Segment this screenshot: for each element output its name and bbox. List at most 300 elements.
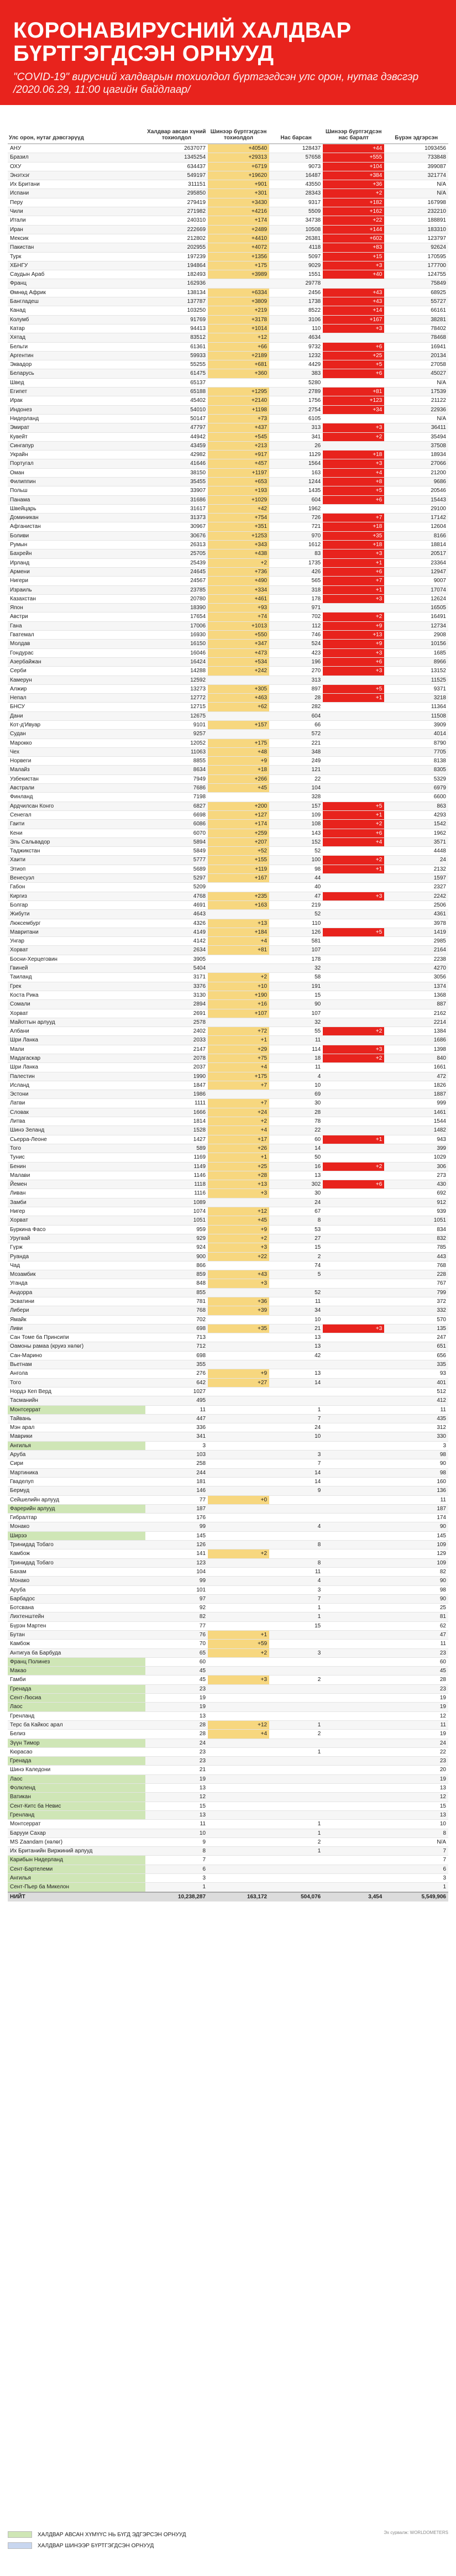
total-cell: 162936 (145, 279, 208, 288)
recovered-cell: 9371 (384, 684, 448, 693)
total-cell: 924 (145, 1243, 208, 1252)
total-cell: 8634 (145, 766, 208, 774)
total-cell: 18390 (145, 604, 208, 612)
deaths-cell: 4 (269, 1577, 323, 1585)
recovered-cell: 35494 (384, 432, 448, 441)
legend-label-new: ХАЛДВАР ШИНЭЭР БҮРТГЭГДСЭН ОРНУУД (38, 2542, 154, 2549)
country-cell: Аруба (8, 1585, 145, 1594)
new-deaths-cell: +6 (323, 342, 384, 351)
recovered-cell: 124755 (384, 270, 448, 279)
new-cases-cell: +19620 (208, 171, 269, 180)
deaths-cell: 34 (269, 1306, 323, 1315)
country-cell: Бермуд (8, 1486, 145, 1495)
total-cell: 145 (145, 1531, 208, 1540)
deaths-cell: 26381 (269, 234, 323, 243)
deaths-cell: 426 (269, 567, 323, 576)
recovered-cell: 8166 (384, 531, 448, 540)
country-cell: Литва (8, 1117, 145, 1126)
country-cell: Лихтенштейн (8, 1612, 145, 1621)
recovered-cell: 12 (384, 1711, 448, 1720)
deaths-cell: 22 (269, 774, 323, 783)
new-cases-cell: +22 (208, 1252, 269, 1261)
table-row (8, 1630, 448, 1639)
new-deaths-cell (323, 1378, 384, 1387)
table-row (8, 1081, 448, 1090)
deaths-cell: 11 (269, 1297, 323, 1306)
new-deaths-cell (323, 1585, 384, 1594)
deaths-cell: 66 (269, 721, 323, 730)
total-cell: 23 (145, 1684, 208, 1693)
recovered-cell: 23 (384, 1684, 448, 1693)
new-cases-cell: +2489 (208, 225, 269, 234)
new-deaths-cell (323, 1612, 384, 1621)
total-cell: 1027 (145, 1387, 208, 1396)
country-cell: Норвеги (8, 757, 145, 766)
new-deaths-cell: +1 (323, 865, 384, 873)
total-cell: 16930 (145, 631, 208, 640)
new-deaths-cell (323, 1847, 384, 1856)
new-deaths-cell (323, 1216, 384, 1225)
new-cases-cell (208, 1883, 269, 1892)
recovered-cell: 18814 (384, 541, 448, 549)
country-cell: Монако (8, 1522, 145, 1531)
total-new-cases-cell: 163,172 (208, 1892, 269, 1902)
new-deaths-cell: +182 (323, 198, 384, 207)
table-row (8, 1333, 448, 1342)
table-row (8, 585, 448, 594)
table-row (8, 504, 448, 513)
table-row (8, 1486, 448, 1495)
country-cell: Армени (8, 567, 145, 576)
new-cases-cell: +175 (208, 261, 269, 270)
new-deaths-cell (323, 1514, 384, 1522)
deaths-cell: 1 (269, 1747, 323, 1756)
table-row (8, 1369, 448, 1378)
table-row (8, 225, 448, 234)
country-cell: Лаос (8, 1774, 145, 1783)
country-cell: Шри Ланка (8, 1036, 145, 1045)
total-cell: 13 (145, 1784, 208, 1793)
total-cell: 355 (145, 1360, 208, 1369)
deaths-cell: 15 (269, 1621, 323, 1630)
total-cell: 24 (145, 1739, 208, 1747)
country-cell: Хорват (8, 1216, 145, 1225)
new-deaths-cell (323, 1810, 384, 1819)
total-cell: 8 (145, 1847, 208, 1856)
country-cell: Мозамбик (8, 1270, 145, 1279)
total-cell: 197239 (145, 252, 208, 261)
new-cases-cell (208, 1757, 269, 1766)
country-cell: Нордэ Кеп Верд (8, 1387, 145, 1396)
table-row (8, 1351, 448, 1360)
new-cases-cell (208, 1703, 269, 1711)
new-deaths-cell (323, 1279, 384, 1288)
new-deaths-cell: +6 (323, 369, 384, 378)
table-row (8, 1640, 448, 1648)
country-cell: Гватемал (8, 631, 145, 640)
table-row (8, 1477, 448, 1486)
total-cell: 3905 (145, 955, 208, 964)
new-deaths-cell (323, 1621, 384, 1630)
country-cell: Оамоны рамаа (круиз хөлөг) (8, 1342, 145, 1351)
country-cell: Андорра (8, 1288, 145, 1297)
page-header (0, 7, 456, 105)
new-cases-cell (208, 1261, 269, 1270)
deaths-cell: 52 (269, 847, 323, 856)
table-row (8, 1594, 448, 1603)
total-cell: 19 (145, 1774, 208, 1783)
table-row (8, 1135, 448, 1144)
new-deaths-cell (323, 1477, 384, 1486)
table-row (8, 1604, 448, 1612)
new-cases-cell: +242 (208, 667, 269, 676)
new-cases-cell: +438 (208, 549, 269, 558)
table-row (8, 405, 448, 414)
total-cell: 38150 (145, 468, 208, 477)
new-cases-cell: +3 (208, 1243, 269, 1252)
new-deaths-cell: +43 (323, 297, 384, 306)
table-row (8, 1414, 448, 1423)
new-deaths-cell (323, 1657, 384, 1666)
country-cell: Босни-Херцеговин (8, 955, 145, 964)
total-cell: 1814 (145, 1117, 208, 1126)
table-row (8, 495, 448, 504)
deaths-cell: 9732 (269, 342, 323, 351)
deaths-cell (269, 1684, 323, 1693)
country-cell: Словак (8, 1108, 145, 1117)
country-cell: Гана (8, 621, 145, 630)
new-cases-cell: +174 (208, 820, 269, 829)
new-deaths-cell (323, 1486, 384, 1495)
new-deaths-cell (323, 1684, 384, 1693)
recovered-cell: 22936 (384, 405, 448, 414)
new-deaths-cell: +43 (323, 288, 384, 297)
recovered-cell: 21200 (384, 468, 448, 477)
recovered-cell: 20517 (384, 549, 448, 558)
new-deaths-cell: +167 (323, 315, 384, 324)
table-row (8, 1703, 448, 1711)
new-deaths-cell (323, 1594, 384, 1603)
new-deaths-cell (323, 1369, 384, 1378)
recovered-cell: 90 (384, 1594, 448, 1603)
deaths-cell: 10 (269, 1432, 323, 1441)
recovered-cell: 145 (384, 1531, 448, 1540)
deaths-cell: 572 (269, 730, 323, 739)
total-cell: 712 (145, 1342, 208, 1351)
total-cell: 4691 (145, 900, 208, 909)
table-row (8, 234, 448, 243)
country-cell: Палестин (8, 1072, 145, 1081)
new-cases-cell: +157 (208, 721, 269, 730)
total-cell: 44942 (145, 432, 208, 441)
deaths-cell: 21 (269, 1324, 323, 1333)
recovered-cell: 187 (384, 1504, 448, 1513)
total-cell: 240310 (145, 216, 208, 225)
total-cell: 182493 (145, 270, 208, 279)
new-cases-cell: +39 (208, 1306, 269, 1315)
country-cell: Польш (8, 486, 145, 495)
new-deaths-cell (323, 730, 384, 739)
new-cases-cell: +1014 (208, 324, 269, 333)
country-cell: Люксембург (8, 919, 145, 928)
deaths-cell (269, 1640, 323, 1648)
recovered-cell: 3978 (384, 919, 448, 928)
country-cell: Хорват (8, 946, 145, 955)
recovered-cell: 11525 (384, 676, 448, 684)
deaths-cell: 128437 (269, 144, 323, 153)
new-cases-cell: +1197 (208, 468, 269, 477)
new-deaths-cell: +1 (323, 585, 384, 594)
country-cell: Шри Ланка (8, 1063, 145, 1072)
total-cell: 12052 (145, 739, 208, 747)
recovered-cell: 12 (384, 1793, 448, 1802)
total-cell: 141 (145, 1549, 208, 1558)
recovered-cell: 651 (384, 1342, 448, 1351)
deaths-cell: 67 (269, 1207, 323, 1216)
deaths-cell: 32 (269, 1018, 323, 1027)
total-cell: 24645 (145, 567, 208, 576)
deaths-cell: 1435 (269, 486, 323, 495)
deaths-cell: 44 (269, 874, 323, 883)
total-cell: 25705 (145, 549, 208, 558)
new-cases-cell (208, 1396, 269, 1405)
table-row (8, 360, 448, 369)
new-cases-cell: +360 (208, 369, 269, 378)
new-cases-cell: +901 (208, 180, 269, 189)
new-deaths-cell: +1 (323, 694, 384, 703)
deaths-cell: 313 (269, 423, 323, 432)
country-cell: Панама (8, 495, 145, 504)
total-cell: 9257 (145, 730, 208, 739)
table-row (8, 829, 448, 837)
new-cases-cell (208, 1468, 269, 1477)
total-cell: 17006 (145, 621, 208, 630)
table-row (8, 1243, 448, 1252)
deaths-cell: 10508 (269, 225, 323, 234)
recovered-cell: 28 (384, 1676, 448, 1684)
total-cell: 5297 (145, 874, 208, 883)
new-deaths-cell: +4 (323, 468, 384, 477)
new-deaths-cell (323, 1541, 384, 1549)
deaths-cell: 221 (269, 739, 323, 747)
country-cell: Беларусь (8, 369, 145, 378)
table-row (8, 1468, 448, 1477)
deaths-cell (269, 1694, 323, 1703)
deaths-cell: 746 (269, 631, 323, 640)
total-cell: 279419 (145, 198, 208, 207)
recovered-cell: 8790 (384, 739, 448, 747)
total-cell: 1169 (145, 1153, 208, 1162)
recovered-cell: 399 (384, 1144, 448, 1153)
new-cases-cell: +24 (208, 1108, 269, 1117)
new-deaths-cell (323, 774, 384, 783)
country-cell: Их Британи (8, 180, 145, 189)
new-deaths-cell (323, 919, 384, 928)
total-total-cell: 10,238,287 (145, 1892, 208, 1902)
total-cell: 41646 (145, 459, 208, 468)
table-row (8, 810, 448, 819)
total-cell: 99 (145, 1522, 208, 1531)
total-cell: 65 (145, 1648, 208, 1657)
table-row (8, 955, 448, 964)
recovered-cell: 24 (384, 856, 448, 865)
table-row (8, 1396, 448, 1405)
recovered-cell: N/A (384, 1837, 448, 1846)
recovered-cell: 62 (384, 1621, 448, 1630)
recovered-cell: 6 (384, 1865, 448, 1873)
new-deaths-cell: +162 (323, 207, 384, 216)
recovered-cell: 512 (384, 1387, 448, 1396)
new-cases-cell: +2 (208, 973, 269, 982)
country-cell: Оман (8, 468, 145, 477)
country-cell: Хятад (8, 333, 145, 342)
table-row (8, 297, 448, 306)
new-cases-cell: +1 (208, 1153, 269, 1162)
recovered-cell: 82 (384, 1567, 448, 1576)
new-cases-cell (208, 910, 269, 919)
country-cell: Сент-Пьер ба Микелон (8, 1883, 145, 1892)
recovered-cell: 135 (384, 1324, 448, 1333)
deaths-cell: 15 (269, 1243, 323, 1252)
country-cell: Латви (8, 1099, 145, 1108)
table-row (8, 1090, 448, 1099)
table-row (8, 315, 448, 324)
total-cell: 271982 (145, 207, 208, 216)
legend-item-new (8, 2540, 448, 2551)
country-cell: Того (8, 1144, 145, 1153)
table-row (8, 1162, 448, 1171)
recovered-cell: 18934 (384, 451, 448, 459)
new-cases-cell: +48 (208, 747, 269, 756)
new-cases-cell (208, 1820, 269, 1829)
deaths-cell: 8 (269, 1541, 323, 1549)
recovered-cell: 12624 (384, 594, 448, 603)
legend (8, 2529, 448, 2551)
table-row (8, 1711, 448, 1720)
new-cases-cell (208, 1604, 269, 1612)
country-cell: Тринидад Тобаго (8, 1541, 145, 1549)
total-cell: 1 (145, 1883, 208, 1892)
country-cell: Болгар (8, 900, 145, 909)
covid-cases-table (8, 108, 448, 1902)
country-cell: Монтсеррат (8, 1820, 145, 1829)
deaths-cell: 14 (269, 1144, 323, 1153)
deaths-cell: 5 (269, 1270, 323, 1279)
new-deaths-cell (323, 1387, 384, 1396)
deaths-cell: 4429 (269, 360, 323, 369)
deaths-cell (269, 1774, 323, 1783)
table-row (8, 514, 448, 522)
deaths-cell: 58 (269, 973, 323, 982)
total-cell: 7949 (145, 774, 208, 783)
table-row (8, 721, 448, 730)
total-cell: 138134 (145, 288, 208, 297)
total-cell: 276 (145, 1369, 208, 1378)
new-cases-cell: +213 (208, 441, 269, 450)
new-cases-cell (208, 1577, 269, 1585)
new-cases-cell (208, 1360, 269, 1369)
new-cases-cell: +93 (208, 604, 269, 612)
total-cell: 92 (145, 1604, 208, 1612)
country-cell: Сенегал (8, 810, 145, 819)
country-cell: Австрали (8, 784, 145, 793)
table-row (8, 928, 448, 936)
new-deaths-cell (323, 1063, 384, 1072)
new-deaths-cell (323, 1441, 384, 1450)
deaths-cell: 28 (269, 1108, 323, 1117)
table-row (8, 324, 448, 333)
new-deaths-cell: +5 (323, 802, 384, 810)
country-cell: Монако (8, 1577, 145, 1585)
deaths-cell: 4634 (269, 333, 323, 342)
recovered-cell: 45 (384, 1667, 448, 1676)
new-cases-cell: +73 (208, 414, 269, 423)
new-deaths-cell: +15 (323, 252, 384, 261)
new-cases-cell: +175 (208, 1072, 269, 1081)
new-deaths-cell (323, 973, 384, 982)
table-row (8, 216, 448, 225)
new-deaths-cell: +7 (323, 577, 384, 585)
deaths-cell: 27 (269, 1234, 323, 1243)
new-deaths-cell (323, 1558, 384, 1567)
total-cell: 2147 (145, 1045, 208, 1054)
new-cases-cell: +29 (208, 1045, 269, 1054)
header-recovered: Бүрэн эдгэрсэн (384, 108, 448, 144)
deaths-cell: 52 (269, 1288, 323, 1297)
country-cell: Сент-Бартелеми (8, 1865, 145, 1873)
new-cases-cell: +1253 (208, 531, 269, 540)
recovered-cell: 81 (384, 1612, 448, 1621)
new-deaths-cell (323, 1288, 384, 1297)
recovered-cell: 834 (384, 1225, 448, 1234)
table-row (8, 1820, 448, 1829)
country-cell: Уругвай (8, 1234, 145, 1243)
recovered-cell: 78402 (384, 324, 448, 333)
new-cases-cell: +461 (208, 594, 269, 603)
new-deaths-cell: +9 (323, 621, 384, 630)
new-cases-cell (208, 1766, 269, 1774)
new-deaths-cell (323, 1117, 384, 1126)
recovered-cell: 2132 (384, 865, 448, 873)
table-row (8, 1234, 448, 1243)
country-cell: Малайз (8, 766, 145, 774)
new-cases-cell (208, 1847, 269, 1856)
new-deaths-cell (323, 1009, 384, 1018)
recovered-cell: 11508 (384, 711, 448, 720)
country-cell: Зүүн Тимор (8, 1739, 145, 1747)
new-cases-cell: +3178 (208, 315, 269, 324)
new-cases-cell: +3809 (208, 297, 269, 306)
recovered-cell: 7 (384, 1856, 448, 1865)
total-cell: 1986 (145, 1090, 208, 1099)
total-cell: 634437 (145, 162, 208, 171)
total-recovered-cell: 5,549,906 (384, 1892, 448, 1902)
new-deaths-cell (323, 1351, 384, 1360)
country-cell: Гүрж (8, 1243, 145, 1252)
recovered-cell: 136 (384, 1486, 448, 1495)
table-row (8, 1621, 448, 1630)
deaths-cell: 10 (269, 1315, 323, 1324)
country-cell: Япон (8, 604, 145, 612)
total-cell: 12772 (145, 694, 208, 703)
table-row (8, 423, 448, 432)
country-cell: Тасманийн (8, 1396, 145, 1405)
total-cell: 16150 (145, 640, 208, 648)
total-cell: 146 (145, 1486, 208, 1495)
total-cell: 2033 (145, 1036, 208, 1045)
table-body (8, 144, 448, 1901)
table-row (8, 1847, 448, 1856)
